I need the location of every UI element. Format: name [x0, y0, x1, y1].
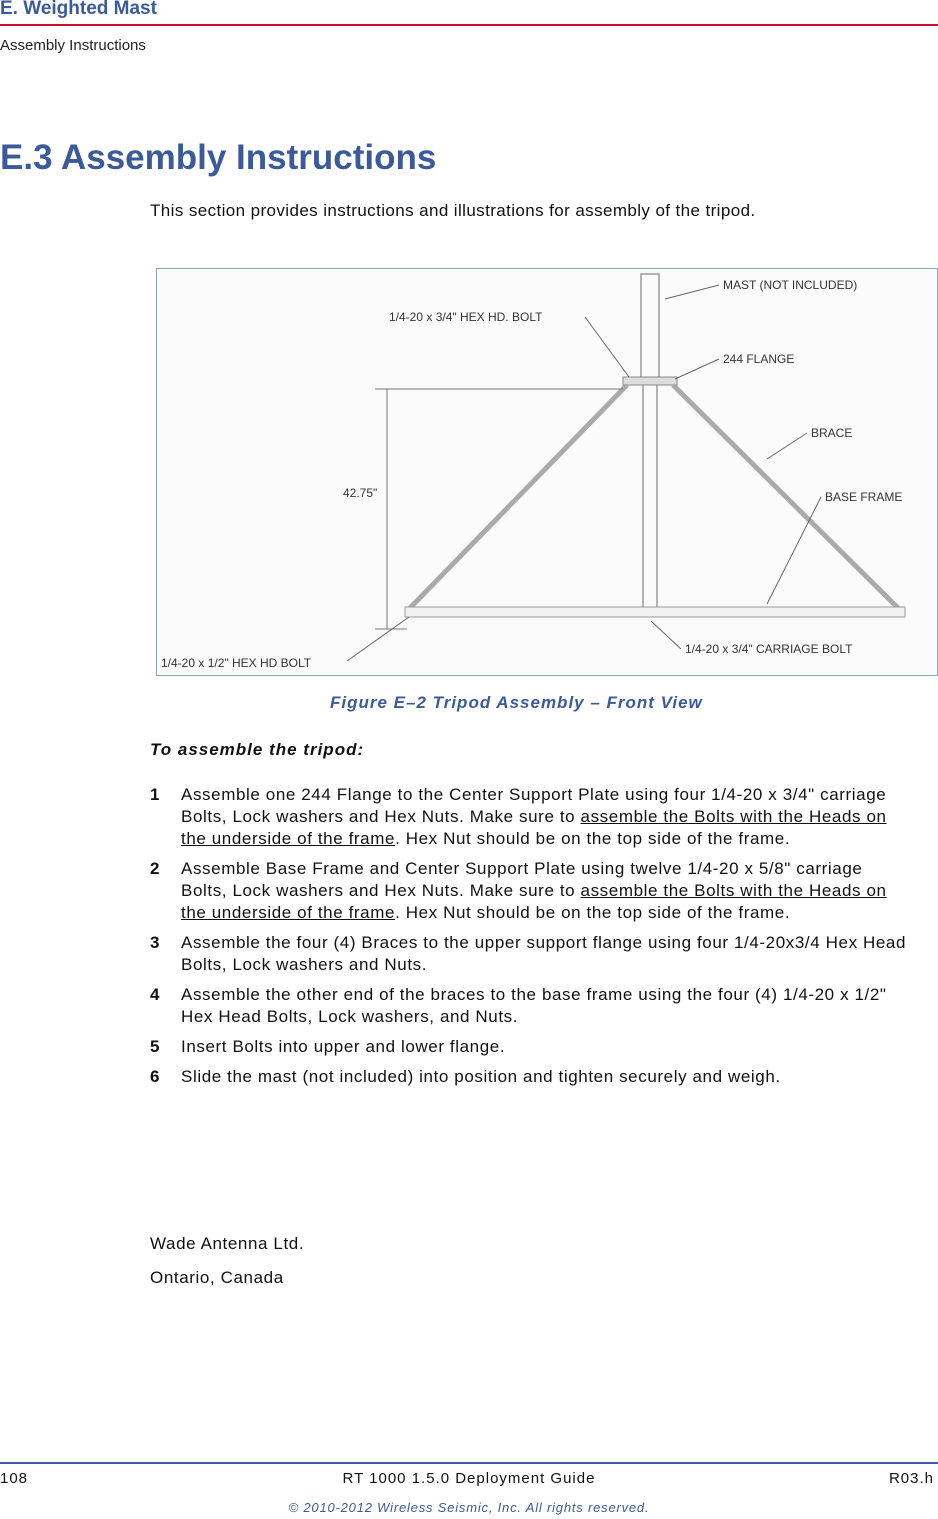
- step-number: 1: [150, 785, 161, 804]
- step-number: 6: [150, 1067, 161, 1086]
- step-number: 3: [150, 933, 161, 952]
- label-mast: MAST (NOT INCLUDED): [723, 278, 858, 292]
- mast-shape: [641, 274, 659, 384]
- section-intro: This section provides instructions and illustrations for assembly of the tripod.: [150, 201, 756, 220]
- document-title: RT 1000 1.5.0 Deployment Guide: [342, 1470, 596, 1487]
- leader-hex-bolt-bottom: [347, 617, 409, 661]
- tripod-diagram: [157, 269, 937, 675]
- step-underlined-text: assemble the Bolts with the Heads on the underside of the frame: [181, 807, 887, 848]
- address-location: Ontario, Canada: [150, 1268, 284, 1287]
- copyright: © 2010-2012 Wireless Seismic, Inc. All rights reserved.: [288, 1500, 650, 1515]
- center-support-shape: [643, 381, 657, 613]
- step-4: [150, 984, 910, 1028]
- base-frame-shape: [405, 607, 905, 617]
- section-heading: E.3 Assembly Instructions: [0, 138, 437, 177]
- steps-list: [150, 784, 910, 1096]
- step-underlined-text: assemble the Bolts with the Heads on the underside of the frame: [181, 881, 887, 922]
- step-6: [150, 1066, 910, 1088]
- leader-mast: [665, 285, 719, 299]
- figure-caption: Figure E–2 Tripod Assembly – Front View: [330, 693, 703, 712]
- step-number: 5: [150, 1037, 161, 1056]
- step-number: 2: [150, 859, 161, 878]
- step-text: Assemble one 244 Flange to the Center Support Plate using four 1/4-20 x 3/4" carriage Bolts, Lock washers and Hex Nuts. Make sure to: [181, 785, 887, 826]
- leader-carriage-bolt: [651, 621, 681, 649]
- page-number: 108: [0, 1470, 29, 1487]
- leader-brace: [767, 433, 807, 459]
- label-carriage-bolt: 1/4-20 x 3/4" CARRIAGE BOLT: [685, 642, 853, 656]
- step-1: [150, 784, 910, 850]
- leader-flange: [675, 359, 719, 379]
- step-text: Assemble Base Frame and Center Support Plate using twelve 1/4-20 x 5/8" carriage Bolts, Lock washers and Hex Nuts. Make sure to: [181, 859, 863, 900]
- header-rule: [0, 24, 938, 26]
- step-text: Insert Bolts into upper and lower flange.: [181, 1037, 506, 1056]
- leader-hex-bolt-top: [585, 317, 629, 377]
- step-2: [150, 858, 910, 924]
- step-number: 4: [150, 985, 161, 1004]
- address-company: Wade Antenna Ltd.: [150, 1234, 305, 1253]
- flange-shape: [623, 377, 677, 385]
- step-text-after: . Hex Nut should be on the top side of the frame.: [395, 903, 791, 922]
- footer-rule: [0, 1462, 938, 1464]
- running-header-title: E. Weighted Mast: [0, 0, 157, 19]
- step-text: Slide the mast (not included) into position and tighten securely and weigh.: [181, 1067, 781, 1086]
- label-hex-bolt-top: 1/4-20 x 3/4" HEX HD. BOLT: [389, 310, 543, 324]
- procedure-title: To assemble the tripod:: [150, 740, 365, 759]
- leader-base-frame: [767, 497, 821, 604]
- label-height: 42.75": [343, 486, 378, 500]
- step-text-after: . Hex Nut should be on the top side of the frame.: [395, 829, 791, 848]
- step-text: Assemble the four (4) Braces to the upper support flange using four 1/4-20x3/4 Hex Head Bolts, Lock washers and Nuts.: [181, 933, 907, 974]
- tripod-figure: [156, 268, 938, 676]
- step-text: Assemble the other end of the braces to the base frame using the four (4) 1/4-20 x 1/2" Hex Head Bolts, Lock washers, and Nuts.: [181, 985, 887, 1026]
- step-5: [150, 1036, 910, 1058]
- step-3: [150, 932, 910, 976]
- revision: R03.h: [888, 1470, 934, 1487]
- label-flange: 244 FLANGE: [723, 352, 795, 366]
- running-header-subtitle: Assembly Instructions: [0, 37, 146, 54]
- brace-left: [409, 385, 627, 609]
- label-base-frame: BASE FRAME: [825, 490, 903, 504]
- label-brace: BRACE: [811, 426, 853, 440]
- label-hex-bolt-bottom: 1/4-20 x 1/2" HEX HD BOLT: [161, 656, 312, 670]
